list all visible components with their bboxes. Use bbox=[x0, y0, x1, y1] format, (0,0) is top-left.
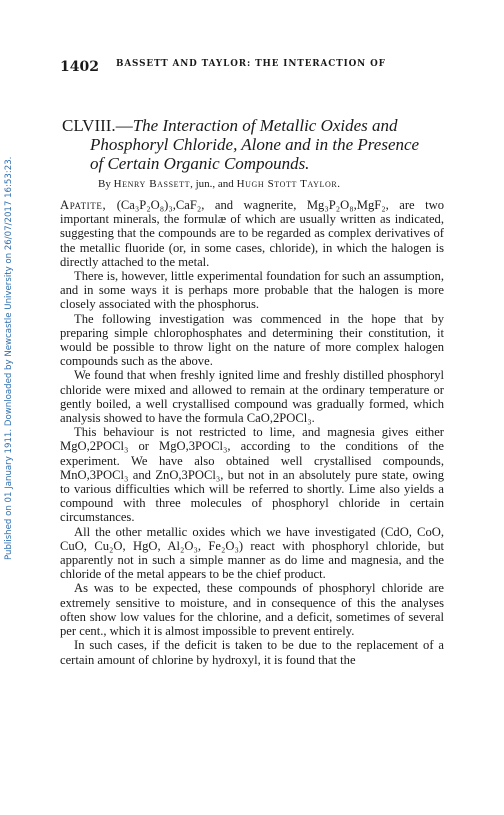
running-head: BASSETT AND TAYLOR: THE INTERACTION OF bbox=[116, 59, 386, 69]
side-note-text: Published on 01 January 1911. Downloaded by Newcastle University on 26/07/2017 16:53:23. bbox=[4, 156, 14, 560]
title-number: CLVIII. bbox=[62, 116, 116, 135]
paragraph: We found that when freshly ignited lime and freshly distilled phosphoryl chloride were mixed and allowed to remain at the ordinary temperature or gently boiled, a well crystallised compound was gradually formed, which analysis showed to have the formula CaO,2POCl₃. bbox=[60, 368, 444, 426]
title-line-3: of Certain Organic Compounds. bbox=[90, 154, 310, 173]
paragraph: In such cases, if the deficit is taken to be due to the replacement of a certain amount of chlorine by hydroxyl, it is found that the bbox=[60, 638, 444, 667]
author-line bbox=[98, 178, 340, 190]
author-prefix: By bbox=[98, 178, 111, 190]
paragraph: The following investigation was commenced in the hope that by preparing simple chlorophosphates and determining their constitution, it would be possible to throw light on the nature of more complex halogen compounds such as the above. bbox=[60, 311, 444, 369]
publication-side-note bbox=[4, 100, 22, 560]
title-line-1: The Interaction of Metallic Oxides and bbox=[132, 116, 398, 135]
author-suffix: . bbox=[337, 178, 341, 190]
paragraph: All the other metallic oxides which we have investigated (CdO, CoO, CuO, Cu₂O, HgO, Al₂O₃, Fe₂O₃) react with phosphoryl chloride, but apparently not in such a simple manner as do lime and magnesia, and the chloride of the metal appears to be the chief product. bbox=[60, 524, 444, 582]
paragraph: There is, however, little experimental foundation for such an assumption, and in some ways it is perhaps more probable that the halogen is more closely associated with the phosphorus. bbox=[60, 269, 444, 312]
page-header bbox=[60, 56, 450, 75]
author-middle: , jun., and bbox=[190, 178, 234, 190]
paragraph: Apatite, (Ca₃P₂O₈)₃,CaF₂, and wagnerite, Mg₃P₂O₈,MgF₂, are two important minerals, the formulæ of which are usually written as indicated, suggesting that the compounds are to be regarded as complex derivatives of the metallic fluoride (or, in some cases, chloride), in which the halogen is directly attached to the metal. bbox=[60, 198, 444, 269]
author-1: Henry Bassett bbox=[113, 178, 191, 190]
article-body bbox=[60, 198, 444, 667]
paragraph-lead: Apatite, bbox=[60, 198, 107, 212]
title-line-2: Phosphoryl Chloride, Alone and in the Presence bbox=[90, 135, 420, 154]
article-title: CLVIII.—The Interaction of Metallic Oxides and Phosphoryl Chloride, Alone and in the Presence of Certain Organic Compounds. bbox=[62, 116, 442, 173]
paragraph: As was to be expected, these compounds of phosphoryl chloride are extremely sensitive to moisture, and in consequence of this the analyses often show low values for the chlorine, and a deficit, sometimes of several per cent., which it is almost impossible to prevent entirely. bbox=[60, 581, 444, 639]
page-number: 1402 bbox=[60, 59, 99, 75]
paragraph: This behaviour is not restricted to lime, and magnesia gives either MgO,2POCl₃ or MgO,3POCl₃, according to the conditions of the experiment. We have also obtained well crystallised compounds, MnO,3POCl₃ and ZnO,3POCl₃, but not in an absolutely pure state, owing to various difficulties which will be referred to shortly. Lime also yields a compound with three molecules of phosphoryl chloride in certain circumstances. bbox=[60, 425, 444, 525]
author-2: Hugh Stott Taylor bbox=[236, 178, 338, 190]
